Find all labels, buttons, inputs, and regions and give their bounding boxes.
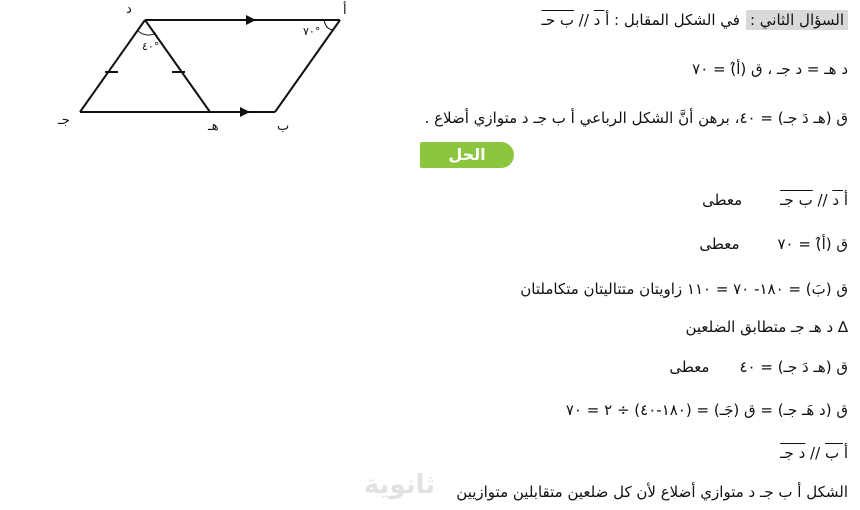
solution-step-3: ق (بَ) = ١٨٠- ٧٠ = ١١٠ زاويتان متتاليتان متكاملتان <box>520 280 848 298</box>
solution-step-4: ∆ د هـ جـ متطابق الضلعين <box>685 318 848 336</box>
vertex-label-d: د <box>126 2 132 17</box>
question-line-1 <box>541 10 848 30</box>
watermark-text: ثانوية <box>363 470 435 500</box>
parallel-arrow-bottom <box>240 107 250 117</box>
solution-conclusion: الشكل أ ب جـ د متوازي أضلاع لأن كل ضلعين متقابلين متوازيين <box>456 483 848 501</box>
parallel-symbol: // <box>812 191 833 209</box>
solution-step-1 <box>702 190 848 210</box>
reason-given: معطى <box>702 191 743 209</box>
question-line-2: د هـ = د جـ ، ق (أ̂) = ٧٠ <box>692 60 848 78</box>
vertex-label-a: أ <box>343 3 347 18</box>
vertex-label-b: ب <box>277 119 290 134</box>
solution-step-6: ق (د هَـ جـ) = ق (جَـ) = (١٨٠-٤٠) ÷ ٢ = ٧٠ <box>565 401 848 419</box>
segment-ad: أ د <box>593 11 610 29</box>
solution-step-5 <box>669 357 848 377</box>
solution-step-2 <box>699 234 848 254</box>
reason-given: معطى <box>669 358 710 376</box>
parallelogram-figure <box>0 0 360 135</box>
step-statement: ق (هـ دَ جـ) = ٤٠ <box>739 358 848 376</box>
segment-bc: ب حـ <box>541 11 574 29</box>
solution-step-7 <box>780 443 848 463</box>
segment-ab: أ ب <box>824 444 848 462</box>
vertex-label-c: جـ <box>58 113 70 128</box>
parallel-arrow-top <box>246 15 256 25</box>
angle-arc-a <box>324 20 334 30</box>
reason-given: معطى <box>699 235 740 253</box>
parallel-symbol: // <box>574 11 594 29</box>
vertex-label-h: هـ <box>208 119 219 134</box>
question-label: السؤال الثاني : <box>746 10 848 30</box>
step-statement: ق (أ̂) = ٧٠ <box>777 235 848 253</box>
angle-label-a: ٧٠° <box>303 25 321 38</box>
solution-badge: الحل <box>420 142 514 168</box>
question-line-3: ق (هـ دَ جـ) = ٤٠، برهن أنَّ الشكل الرباعي أ ب جـ د متوازي أضلاع . <box>424 109 848 127</box>
question-intro: في الشكل المقابل : <box>609 11 740 29</box>
segment-ad: أ د <box>832 191 848 209</box>
angle-label-d: ٤٠° <box>142 40 160 53</box>
segment-bc: ب جـ <box>780 191 813 209</box>
side-c-d <box>80 20 145 112</box>
segment-dc: د جـ <box>780 444 806 462</box>
parallel-symbol: // <box>805 444 825 462</box>
